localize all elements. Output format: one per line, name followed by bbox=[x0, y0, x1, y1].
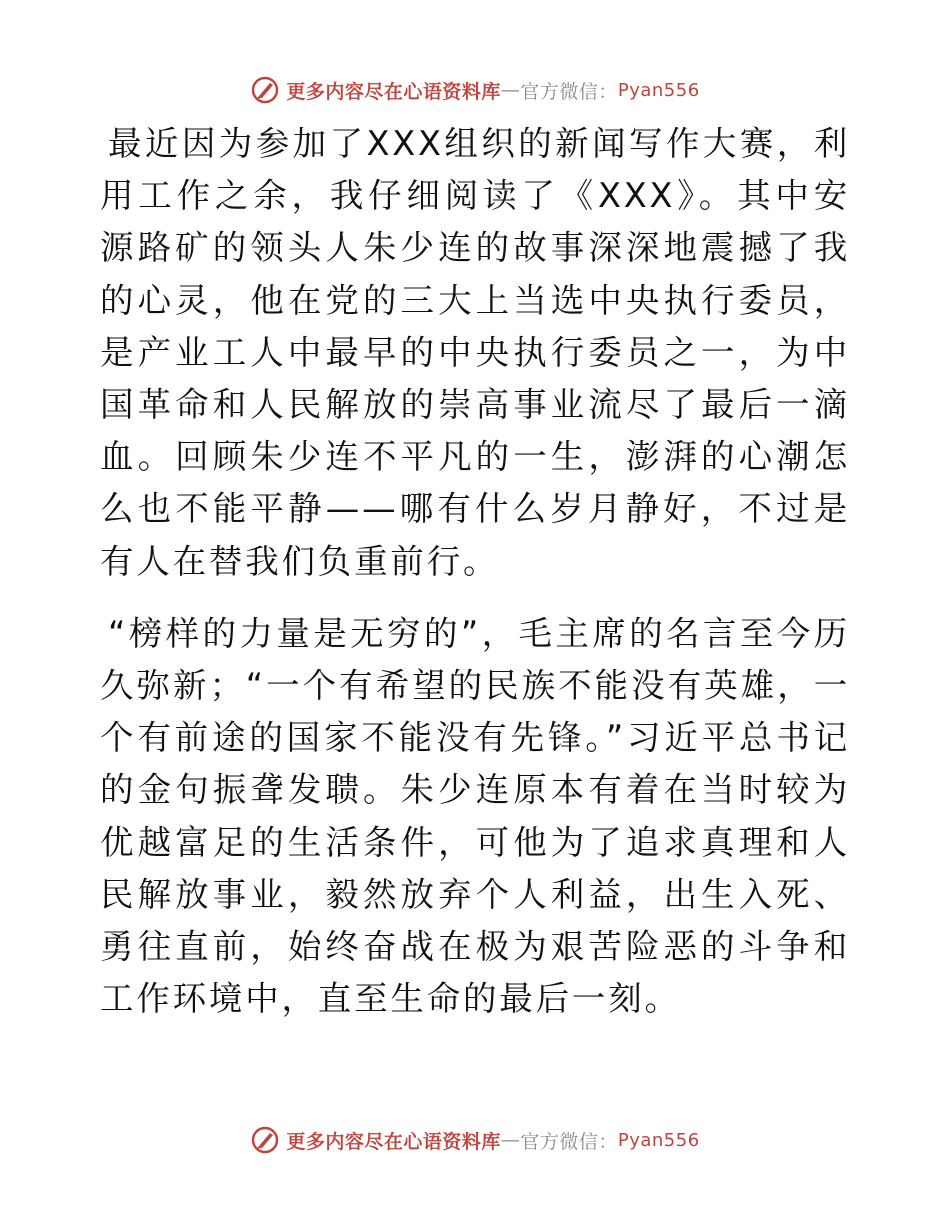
watermark-wechat-id: Pyan556 bbox=[617, 79, 700, 101]
watermark-brand: 更多内容尽在心语资料库 bbox=[286, 1130, 501, 1153]
header-watermark bbox=[0, 70, 950, 110]
paragraph-1: 最近因为参加了XXX组织的新闻写作大赛，利用工作之余，我仔细阅读了《XXX》。其中安源路矿的领头人朱少连的故事深深地震撼了我的心灵，他在党的三大上当选中央执行委员，是产业工人中最早的中央执行委员之一，为中国革命和人民解放的崇高事业流尽了最后一滴血。回顾朱少连不平凡的一生，澎湃的心潮怎么也不能平静——哪有什么岁月静好，不过是有人在替我们负重前行。 bbox=[100, 124, 850, 581]
watermark-brand: 更多内容尽在心语资料库 bbox=[286, 80, 501, 103]
watermark-dash: — bbox=[500, 79, 521, 101]
footer-watermark bbox=[0, 1120, 950, 1160]
document-body bbox=[100, 118, 850, 1025]
watermark-wechat-id: Pyan556 bbox=[617, 1129, 700, 1151]
watermark-wechat-label: 官方微信： bbox=[520, 1130, 618, 1153]
watermark-dash: — bbox=[500, 1129, 521, 1151]
quill-logo-icon bbox=[250, 1125, 280, 1155]
quill-logo-icon bbox=[250, 75, 280, 105]
watermark-wechat-label: 官方微信： bbox=[520, 80, 618, 103]
paragraph-2: “榜样的力量是无穷的”，毛主席的名言至今历久弥新；“一个有希望的民族不能没有英雄，一个有前途的国家不能没有先锋。”习近平总书记的金句振聋发聩。朱少连原本有着在当时较为优越富足的生活条件，可他为了追求真理和人民解放事业，毅然放弃个人利益，出生入死、勇往直前，始终奋战在极为艰苦险恶的斗争和工作环境中，直至生命的最后一刻。 bbox=[100, 613, 850, 1019]
